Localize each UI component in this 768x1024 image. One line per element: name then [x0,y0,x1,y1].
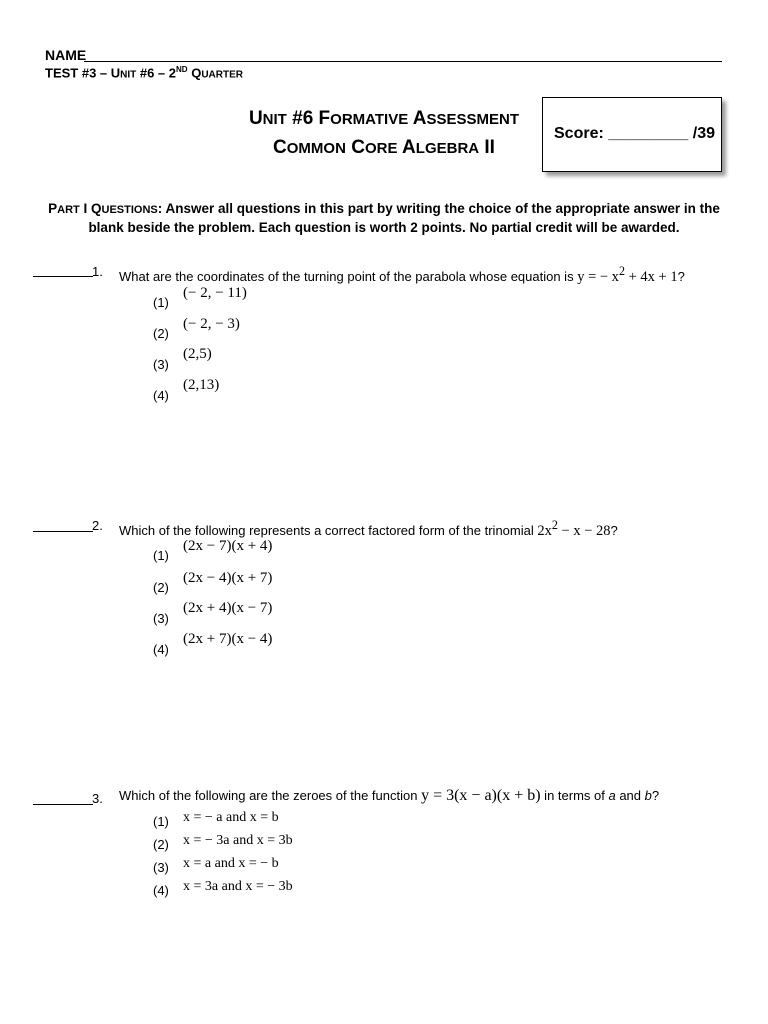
option-number: (1) [153,814,169,829]
page-subtitle: COMMON CORE ALGEBRA II [273,137,495,158]
option-value: x = a and x = − b [183,856,279,871]
question-equation: y = − $x^2 + 4x + 1$ [577,264,678,285]
question-text: What are the coordinates of the turning point of the parabola whose equation is y = − $x^2 + 4x + 1$? [119,264,685,285]
question-equation: y = 3(x − a)(x + b) [421,787,541,804]
answer-blank-2[interactable] [33,531,93,532]
question-text: Which of the following represents a correct factored form of the trinomial $2x^2 - x - 28$? [119,518,618,539]
option-number: (4) [153,883,169,898]
score-box [542,97,722,172]
answer-blank-3[interactable] [33,804,93,805]
instructions: PART I QUESTIONS: Answer all questions in this part by writing the choice of the appropriate answer in the blank beside the problem. Each question is worth 2 points. No partial credit will be awarded. [48,201,720,235]
question-number: 3. [92,791,103,806]
answer-blank-1[interactable] [33,276,93,277]
question-text: Which of the following are the zeroes of the function y = 3(x − a)(x + b) in terms of a and b? [119,787,660,804]
option-value: (2,13) [183,377,220,393]
option-number: (3) [153,357,169,372]
option-number: (1) [153,548,169,563]
option-number: (4) [153,388,169,403]
question-equation: $2x^2 - x - 28$ [537,518,611,539]
name-label: NAME [45,47,87,63]
option-number: (3) [153,860,169,875]
option-value: x = 3a and x = − 3b [183,879,293,894]
name-line[interactable] [84,61,722,62]
option-value: (2x + 7)(x − 4) [183,631,273,647]
option-value: (− 2, − 3) [183,316,240,332]
option-number: (2) [153,326,169,341]
page-title: UNIT #6 FORMATIVE ASSESSMENT [248,108,520,129]
option-number: (4) [153,642,169,657]
option-value: (2,5) [183,346,212,362]
option-value: (2x − 7)(x + 4) [183,538,273,554]
option-value: x = − 3a and x = 3b [183,833,293,848]
option-number: (2) [153,580,169,595]
option-value: (2x − 4)(x + 7) [183,570,273,586]
question-number: 2. [92,518,103,533]
option-value: (− 2, − 11) [183,285,247,301]
question-number: 1. [92,264,103,279]
option-value: x = − a and x = b [183,810,279,825]
score-label: Score: _________ /39 [554,125,716,142]
option-value: (2x + 4)(x − 7) [183,600,273,616]
option-number: (1) [153,295,169,310]
option-number: (3) [153,611,169,626]
test-line: TEST #3 – UNIT #6 – 2ND QUARTER [45,65,243,81]
option-number: (2) [153,837,169,852]
